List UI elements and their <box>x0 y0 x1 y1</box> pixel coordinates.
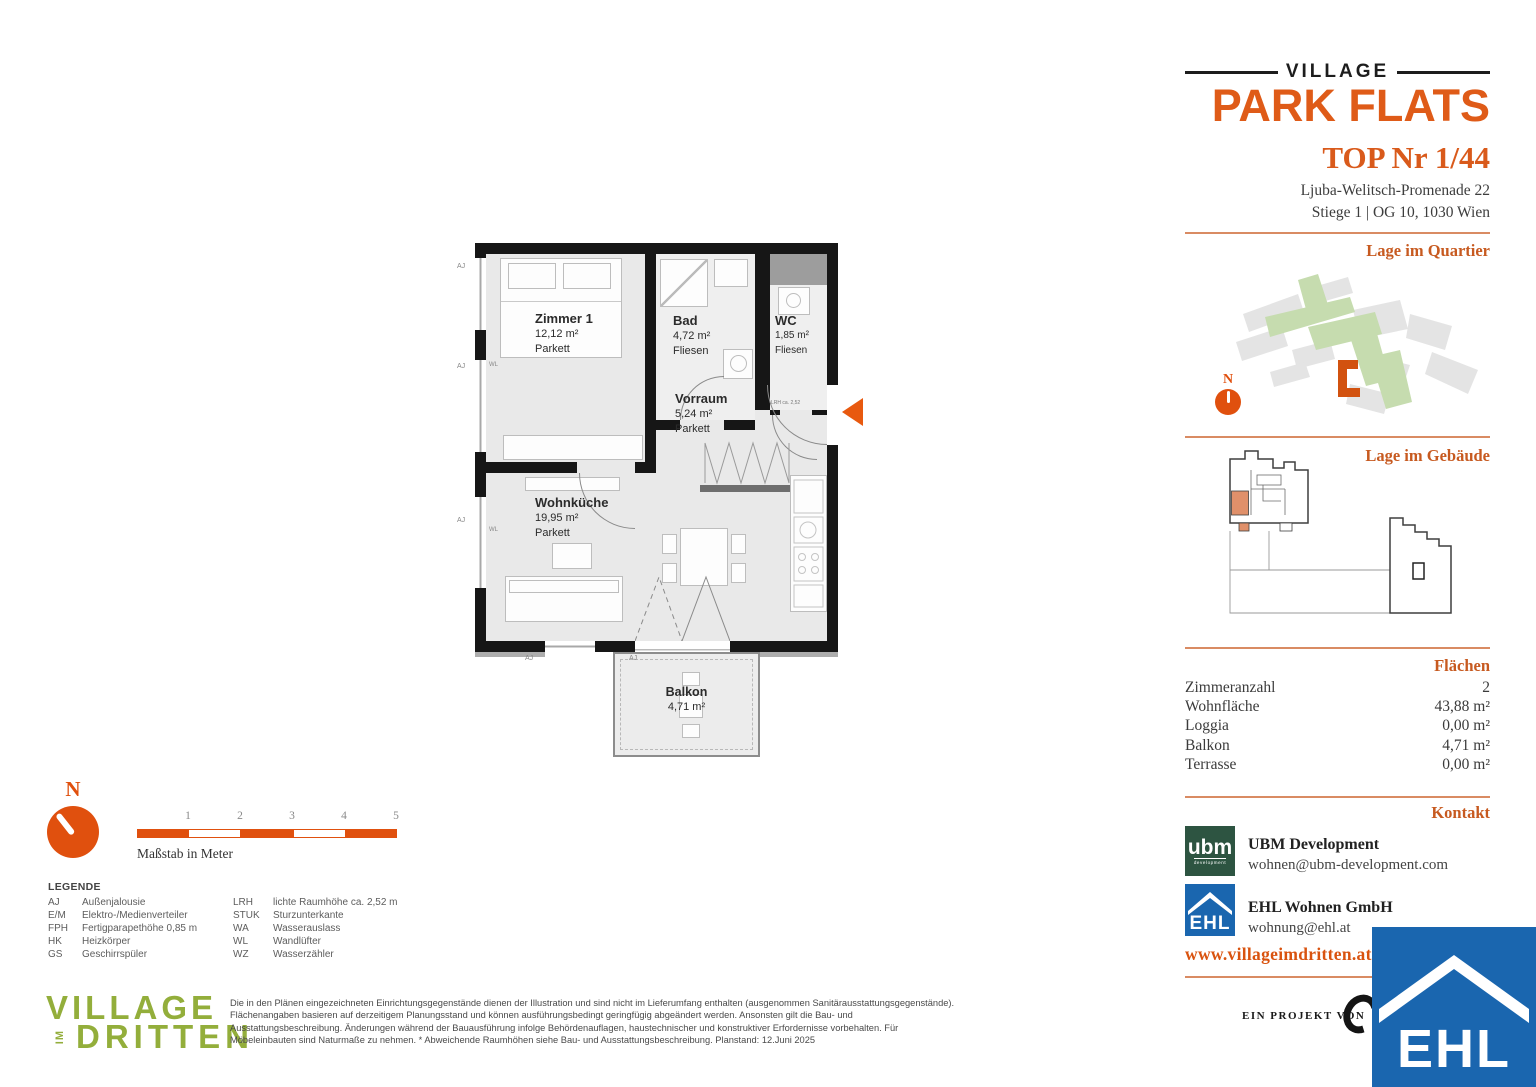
unit-highlight <box>1232 491 1249 515</box>
ubm-email[interactable]: wohnen@ubm-development.com <box>1248 857 1449 873</box>
basin-bowl <box>730 355 747 372</box>
chair <box>731 563 746 583</box>
pillow <box>563 263 611 289</box>
wall <box>827 445 838 652</box>
wall <box>827 243 838 385</box>
room-label-wohnkueche: Wohnküche 19,95 m² Parkett <box>535 495 609 539</box>
brand-rule-left <box>1185 71 1278 74</box>
wall <box>475 588 486 652</box>
aj-label: AJ <box>457 263 466 270</box>
room-label-zimmer1: Zimmer 1 12,12 m² Parkett <box>535 311 593 355</box>
area-value: 2 <box>1482 679 1490 696</box>
area-label: Zimmeranzahl <box>1185 679 1276 696</box>
compass-needle-icon <box>1227 391 1230 403</box>
ehl-roof-icon <box>1188 891 1232 915</box>
address-line2: Stiege 1 | OG 10, 1030 Wien <box>1311 204 1490 221</box>
room-label-wc: WC 1,85 m² Fliesen <box>775 313 809 356</box>
divider <box>1185 647 1490 649</box>
blanket-line <box>501 301 621 302</box>
ehl-logo-large <box>1372 927 1536 1087</box>
unit-title: TOP Nr 1/44 <box>1322 140 1490 175</box>
gebaeude-diagram <box>1185 445 1485 625</box>
area-label: Loggia <box>1185 717 1229 734</box>
highlighted-building <box>1338 360 1360 397</box>
window <box>475 497 486 588</box>
brand-top-label: VILLAGE <box>1285 61 1390 82</box>
ehl-logo-text: EHL <box>1189 913 1231 934</box>
plan-sheet: VILLAGE PARK FLATS TOP Nr 1/44 Ljuba-Welitsch-Promenade 22 Stiege 1 | OG 10, 1030 Wien Lage im Quartier N Lage im Gebäude Flächen Zimmeranzahl 2 Wohnfläche 43,88 m² Loggia 0,00 m² Balkon 4,71 m² Terrasse 0,00 m² Kontakt ubm development UBM Development wohnen@ubm-development.com EHL EHL Wohnen GmbH wohnung@ehl.at www.villageimdritten.at EIN PROJEKT VON EHL Zimmer 1 12,12 m² Parkett Bad 4,72 m² Fliesen WC 1,85 m² Fliesen Vorraum 5,24 m² Parkett Wohnküche 19,95 m² Parkett WL WL LRH ca. 2,52 Balkon 4,71 m² AJ AJ AJ AJ AJ N 1 2 3 4 5 Maßstab in Meter LEGENDE AJ Außenjalousie E/M Elektro-/Medienverteiler FPH Fertigparapethöhe 0,85 m HK Heizkörper GS Geschirrspüler LRH lichte Raumhöhe ca. 2,52 m STUK Sturzunterkante WA Wasserauslass WL Wandlüfter WZ Wasserzähler VILLAGE IM DRITTEN Die in den Plänen eingezeichneten Einrichtungsgegenstände dienen der Illustration und sind nicht im Lieferumfang enthalten (ausgenommen Sanitärausstattungsgegenstände). Flächenangaben basieren auf derzeitigem Planungsstand und können ausführungsbedingt geringfügig abgeändert werden. Ansonsten gilt die Bau- und Ausstattungsbeschreibung. Änderungen während der Bauausführung infolge Behördenauflagen, haustechnischer und konstruktiver Erfordernisse vorbehalten. Für Möbeleinbauten sind Naturmaße zu nehmen. * Abweichende Raumhöhen siehe Bau- und Ausstattungsbeschreibung. Planstand: 12.Juni 2025 <box>0 0 1536 1087</box>
window <box>475 258 486 330</box>
area-value: 43,88 m² <box>1434 698 1490 715</box>
entrance-opening <box>827 385 838 445</box>
area-label: Balkon <box>1185 737 1230 754</box>
compass-needle-icon <box>55 812 75 835</box>
scale-tick: 3 <box>289 810 295 822</box>
ehl-logo-small <box>1185 884 1235 936</box>
ehl-roof-icon <box>1379 953 1529 1025</box>
room-label-balkon: Balkon 4,71 m² <box>665 685 708 713</box>
balcony-door-sill <box>635 641 730 652</box>
area-row <box>1185 698 1490 716</box>
compass-dial <box>1215 389 1241 415</box>
wall <box>475 243 838 254</box>
aj-label: AJ <box>457 517 466 524</box>
wardrobe-hatch <box>703 441 799 485</box>
compass-n-label: N <box>1222 372 1234 387</box>
area-row <box>1185 737 1490 755</box>
room-label-bad: Bad 4,72 m² Fliesen <box>673 313 711 357</box>
divider <box>1185 796 1490 798</box>
area-value: 4,71 m² <box>1442 737 1490 754</box>
wall <box>475 243 486 258</box>
balcony <box>613 652 760 757</box>
projekt-von-label: EIN PROJEKT VON <box>1242 1010 1366 1022</box>
wl-marker: WL <box>489 527 498 533</box>
entrance-arrow-icon <box>842 398 863 426</box>
section-title-gebaeude: Lage im Gebäude <box>1365 446 1490 465</box>
legend-title: LEGENDE <box>48 881 101 893</box>
brand-rule-right <box>1397 71 1490 74</box>
quartier-compass <box>1214 372 1242 415</box>
plan-compass <box>46 778 100 858</box>
room-label-vorraum: Vorraum 5,24 m² Parkett <box>675 391 728 435</box>
ubm-logo <box>1185 826 1235 876</box>
address-line1: Ljuba-Welitsch-Promenade 22 <box>1300 182 1490 199</box>
area-value: 0,00 m² <box>1442 717 1490 734</box>
wl-marker: WL <box>489 362 498 368</box>
wall <box>724 420 755 430</box>
village-im-dritten-logo: VILLAGE IM DRITTEN <box>46 989 254 1055</box>
area-label: Terrasse <box>1185 756 1237 773</box>
section-title-flaechen: Flächen <box>1434 656 1490 675</box>
window <box>545 641 595 652</box>
wall <box>486 462 577 473</box>
website-link[interactable]: www.villageimdritten.at <box>1185 944 1372 964</box>
area-row <box>1185 679 1490 697</box>
area-label: Wohnfläche <box>1185 698 1260 715</box>
scale-tick: 1 <box>185 810 191 822</box>
washing-machine <box>714 259 748 287</box>
balcony-door-swing <box>635 575 730 641</box>
divider <box>1185 232 1490 234</box>
chair <box>731 534 746 554</box>
compass-dial <box>47 806 99 858</box>
ehl-name: EHL Wohnen GmbH <box>1248 899 1393 916</box>
scale-tick: 2 <box>237 810 243 822</box>
wall <box>645 430 656 473</box>
dresser <box>503 435 643 460</box>
ubm-logo-subtext: development <box>1193 859 1227 865</box>
disclaimer-text: Die in den Plänen eingezeichneten Einrichtungsgegenstände dienen der Illustration und sind nicht im Lieferumfang enthalten (ausgenommen Sanitärausstattungsgegenstände). Flächenangaben basieren auf derzeitigem Planungsstand und können ausführungsbedingt geringfügig abgeändert werden. Ansonsten gilt die Bau- und Ausstattungsbeschreibung. Änderungen während der Bauausführung infolge Behördenauflagen, haustechnischer und konstruktiver Erfordernisse vorbehalten. Für Möbeleinbauten sind Naturmaße zu nehmen. * Abweichende Raumhöhen siehe Bau- und Ausstattungsbeschreibung. Planstand: 12.Juni 2025 <box>230 998 955 1046</box>
aj-label: AJ <box>457 363 466 370</box>
shaft <box>770 254 827 285</box>
wall <box>475 330 486 360</box>
section-title-kontakt: Kontakt <box>1431 803 1490 822</box>
coffee-table <box>552 543 592 569</box>
ubm-logo-text: ubm <box>1187 835 1233 859</box>
section-title-quartier: Lage im Quartier <box>1366 241 1490 260</box>
lrh-note: LRH ca. 2,52 <box>771 400 801 406</box>
toilet-bowl <box>786 293 801 308</box>
scale-tick: 4 <box>341 810 347 822</box>
wall <box>595 641 635 652</box>
wall <box>475 452 486 497</box>
wall <box>730 641 827 652</box>
compass-n-label: N <box>65 777 81 801</box>
window <box>475 360 486 452</box>
ehl-email[interactable]: wohnung@ehl.at <box>1248 920 1351 936</box>
shower <box>660 259 708 307</box>
wall-band <box>475 652 545 657</box>
area-value: 0,00 m² <box>1442 756 1490 773</box>
area-row <box>1185 717 1490 735</box>
aj-label: AJ <box>629 655 638 662</box>
divider <box>1185 436 1490 438</box>
quartier-map <box>1210 262 1490 432</box>
balcony-chair <box>682 724 700 738</box>
brand-park-flats: PARK FLATS <box>1211 80 1490 131</box>
floor-plan <box>475 243 838 652</box>
area-row <box>1185 756 1490 774</box>
scale-bar <box>137 829 397 838</box>
sofa-back <box>509 580 619 593</box>
ubm-name: UBM Development <box>1248 836 1380 853</box>
pillow <box>508 263 556 289</box>
scale-caption: Maßstab in Meter <box>137 846 233 861</box>
aj-label: AJ <box>525 655 534 662</box>
scale-tick: 5 <box>393 810 399 822</box>
wall <box>486 641 545 652</box>
ehl-logo-text: EHL <box>1397 1019 1511 1079</box>
chair <box>662 534 677 554</box>
kitchen-counter <box>790 475 827 612</box>
wall <box>645 254 656 430</box>
